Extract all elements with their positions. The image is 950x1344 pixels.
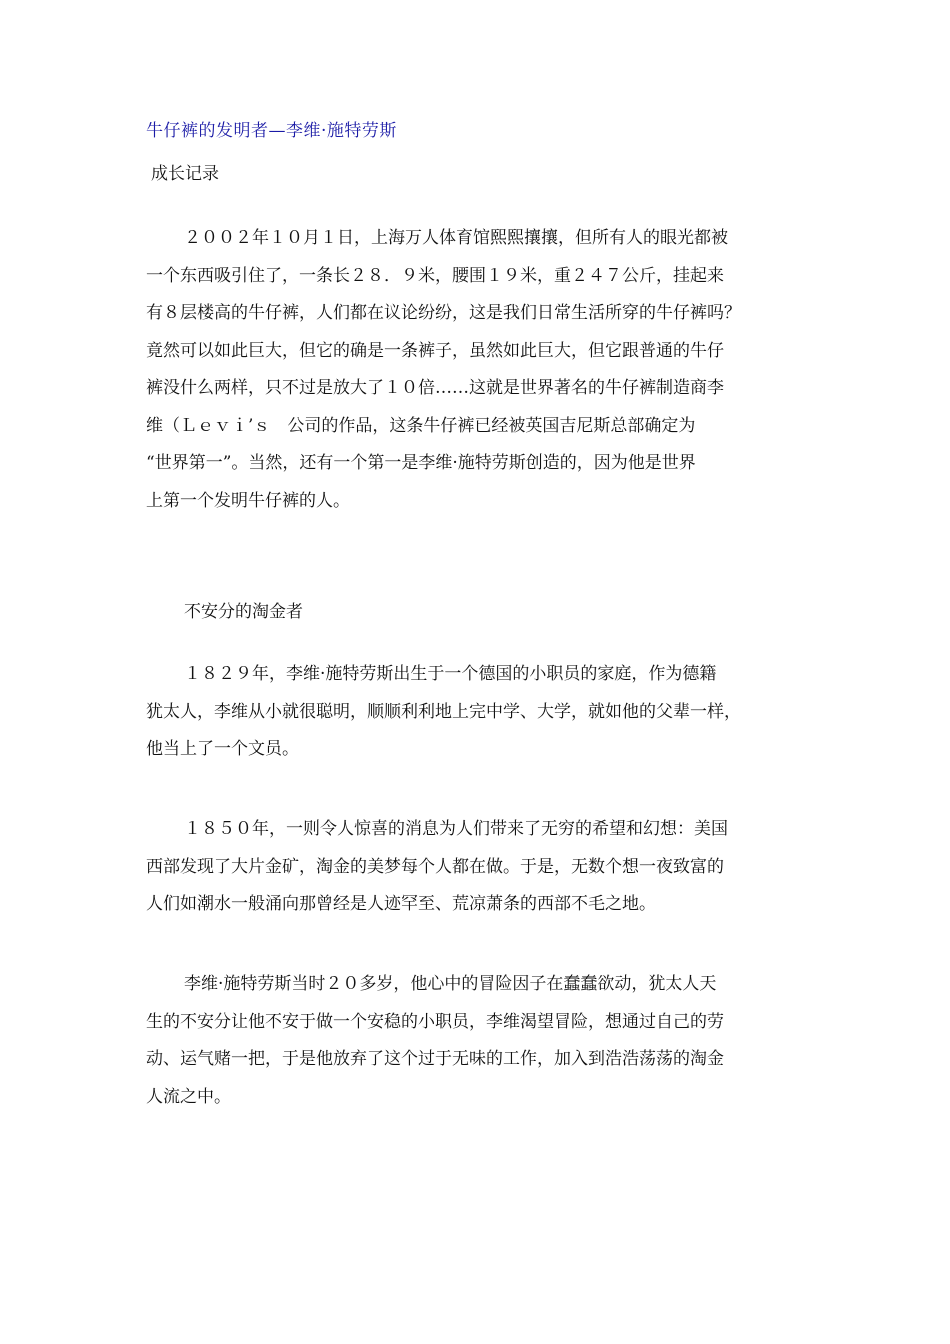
paragraph-line: １８５０年，一则令人惊喜的消息为人们带来了无穷的希望和幻想：美国 [184, 819, 728, 839]
paragraph-line: “世界第一”。当然，还有一个第一是李维·施特劳斯创造的，因为他是世界 [146, 453, 696, 473]
section-heading-growth: 成长记录 [151, 164, 219, 184]
paragraph-birth [146, 656, 826, 769]
paragraph-line: 人流之中。 [146, 1086, 231, 1107]
paragraph-line: 上第一个发明牛仔裤的人。 [146, 490, 350, 511]
paragraph-line: 裤没什么两样，只不过是放大了１０倍……这就是世界著名的牛仔裤制造商李 [146, 378, 724, 398]
paragraph-line: 一个东西吸引住了，一条长２８．９米，腰围１９米，重２４７公斤，挂起来 [146, 265, 724, 286]
paragraph-line: 西部发现了大片金矿，淘金的美梦每个人都在做。于是，无数个想一夜致富的 [146, 856, 724, 877]
paragraph-line: 李维·施特劳斯当时２０多岁，他心中的冒险因子在蠢蠢欲动，犹太人天 [184, 974, 717, 994]
paragraph-intro [146, 220, 826, 520]
document-title: 牛仔裤的发明者—李维·施特劳斯 [146, 121, 397, 141]
paragraph-gold-rush [146, 811, 826, 924]
paragraph-line: 他当上了一个文员。 [146, 739, 299, 759]
paragraph-line: １８２９年，李维·施特劳斯出生于一个德国的小职员的家庭，作为德籍 [184, 664, 717, 684]
paragraph-line: 维（Ｌｅｖｉ’ｓ 公司的作品，这条牛仔裤已经被英国吉尼斯总部确定为 [146, 415, 696, 436]
paragraph-line: 有８层楼高的牛仔裤，人们都在议论纷纷，这是我们日常生活所穿的牛仔裤吗？ [146, 303, 741, 323]
paragraph-line: 犹太人，李维从小就很聪明，顺顺利利地上完中学、大学，就如他的父辈一样， [146, 701, 741, 722]
paragraph-line: ２００２年１０月１日，上海万人体育馆熙熙攘攘，但所有人的眼光都被 [184, 228, 728, 248]
paragraph-adventure [146, 966, 826, 1116]
paragraph-line: 生的不安分让他不安于做一个安稳的小职员，李维渴望冒险，想通过自己的劳 [146, 1011, 724, 1032]
paragraph-line: 动、运气赌一把，于是他放弃了这个过于无味的工作，加入到浩浩荡荡的淘金 [146, 1049, 724, 1069]
paragraph-line: 人们如潮水一般涌向那曾经是人迹罕至、荒凉萧条的西部不毛之地。 [146, 894, 656, 914]
section-heading-gold-digger: 不安分的淘金者 [184, 602, 303, 622]
paragraph-line: 竟然可以如此巨大，但它的确是一条裤子，虽然如此巨大，但它跟普通的牛仔 [146, 340, 724, 361]
